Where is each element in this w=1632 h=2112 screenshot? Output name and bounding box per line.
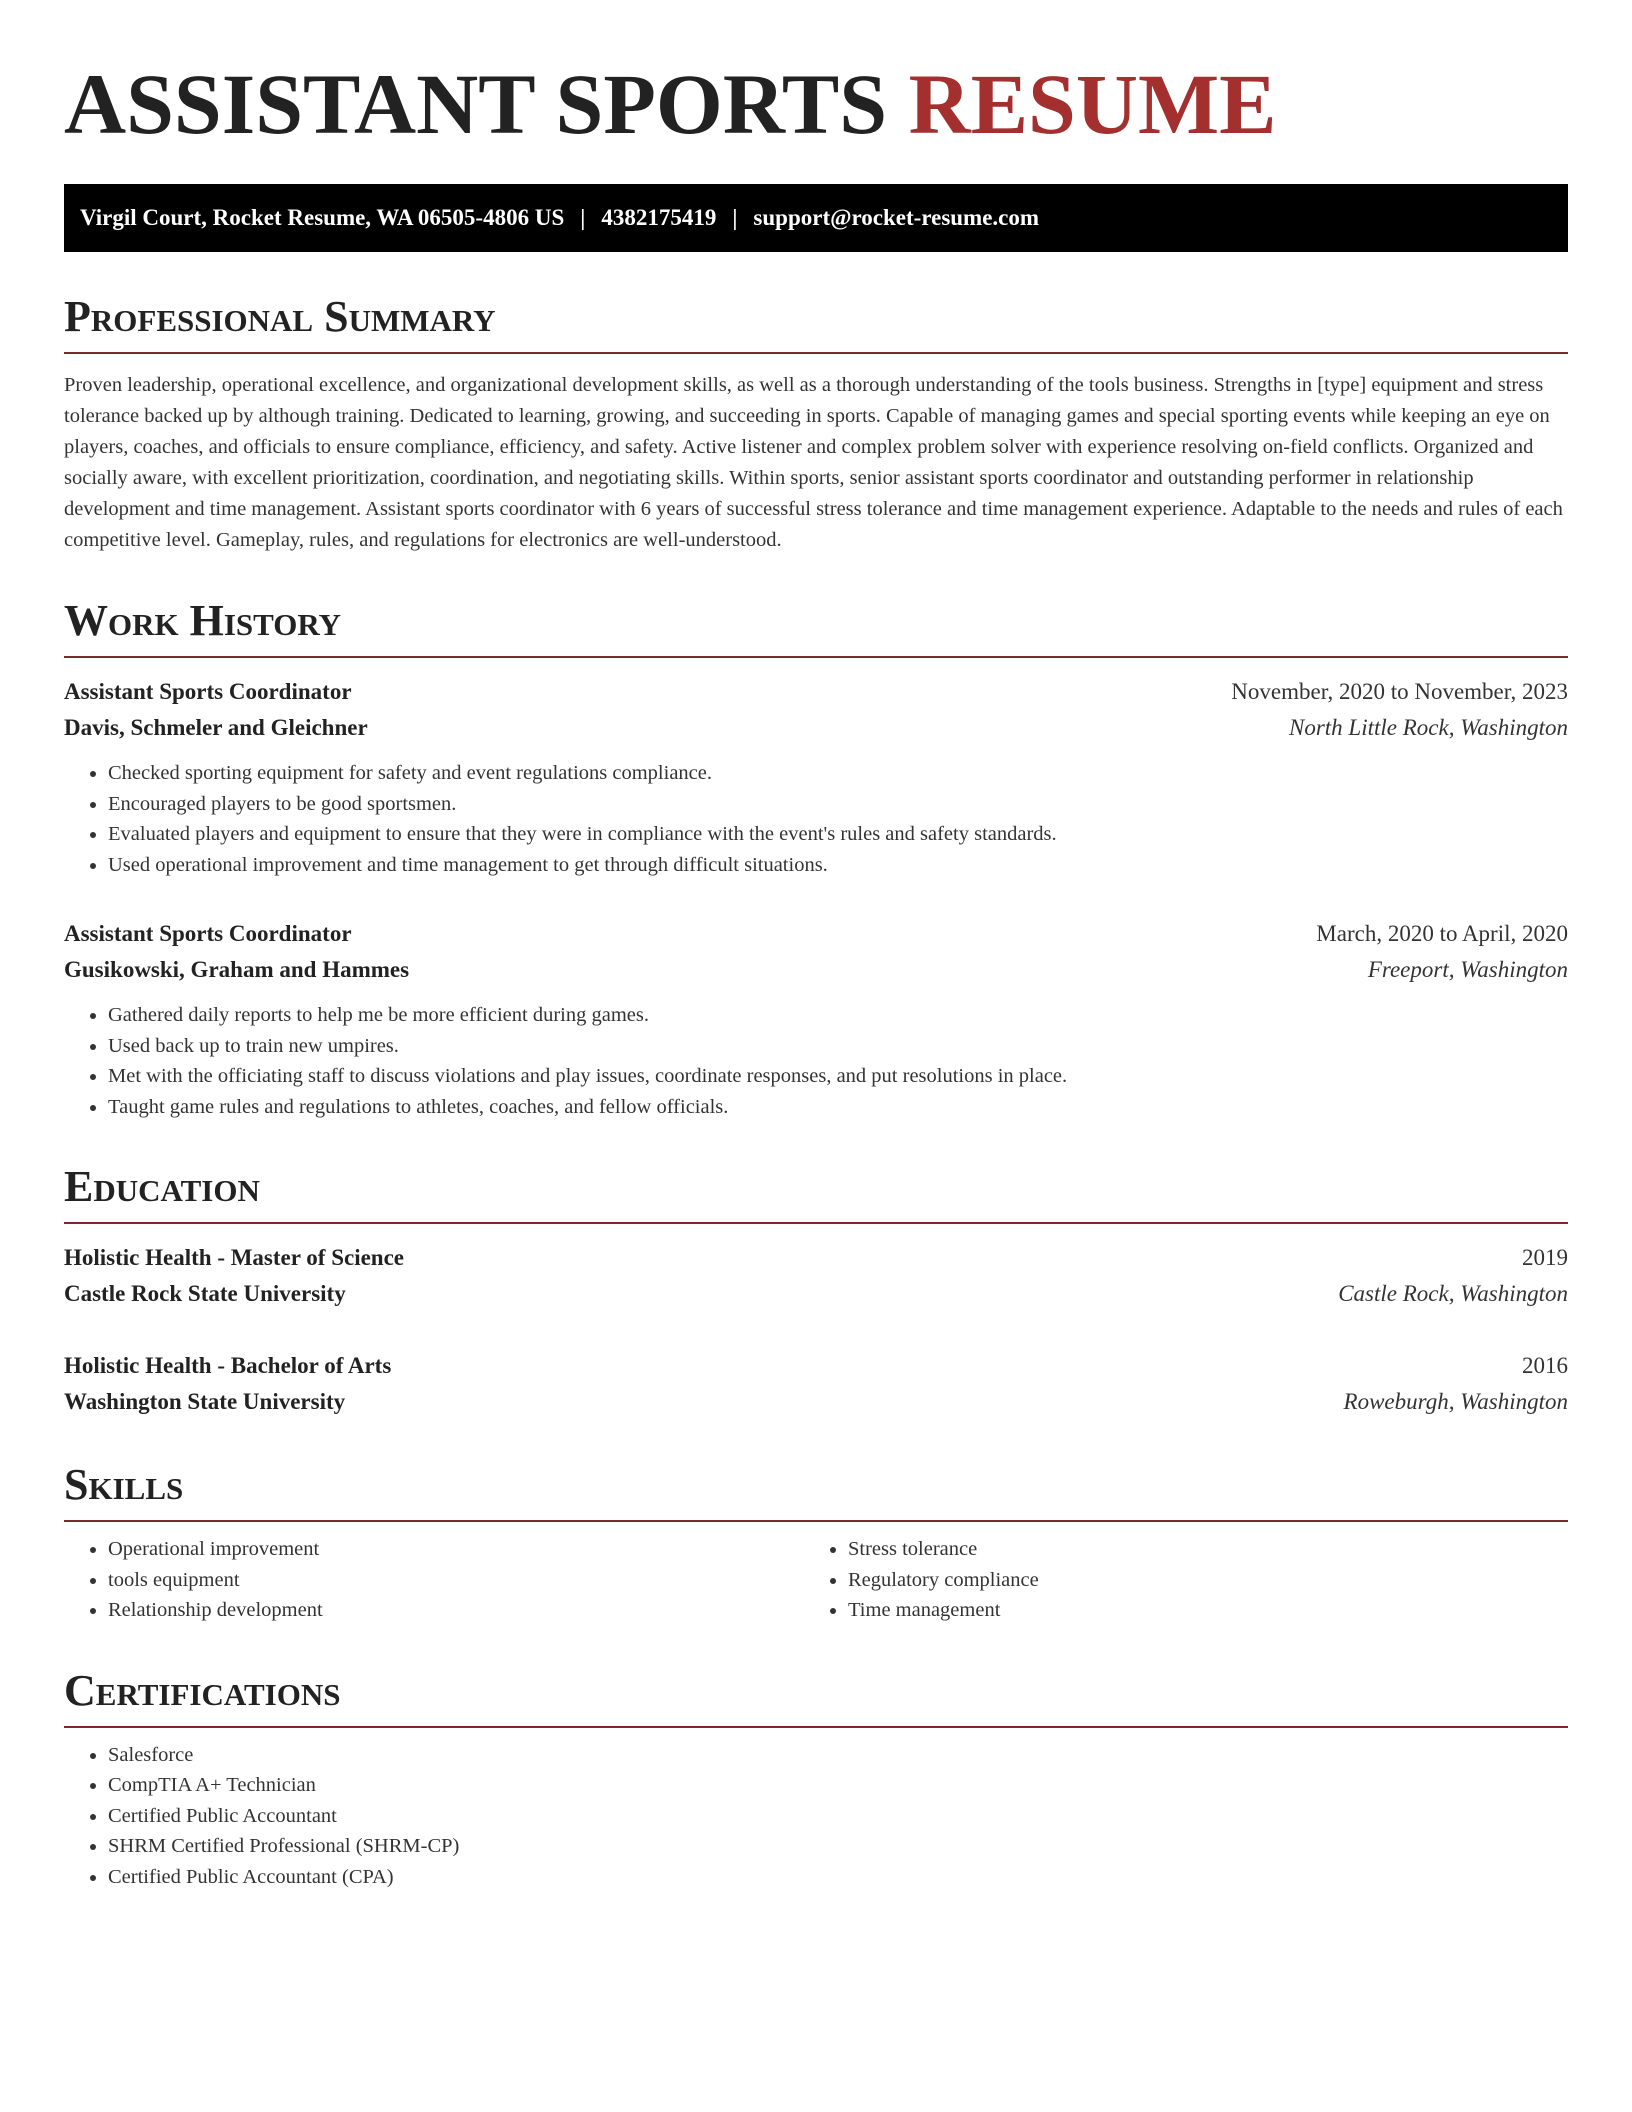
job-bullet: • Met with the officiating staff to discuss violations and play issues, coordinate responses, and put resolutions in place.: [108, 1061, 1568, 1092]
job-entry: [64, 916, 1568, 1122]
summary-section: [64, 292, 1568, 556]
skill-item: • Time management: [848, 1595, 1544, 1626]
education-heading: Education: [64, 1162, 1568, 1224]
job-company: Gusikowski, Graham and Hammes: [64, 957, 410, 982]
skills-grid: [64, 1534, 1568, 1626]
job-dates: November, 2020 to November, 2023: [1231, 679, 1568, 704]
certification-item: • Certified Public Accountant (CPA): [108, 1862, 1568, 1893]
education-degree: Holistic Health - Bachelor of Arts: [64, 1353, 392, 1378]
contact-separator: |: [580, 205, 586, 230]
education-section: [64, 1162, 1568, 1420]
skills-column-left: [64, 1534, 804, 1626]
certifications-heading: Certifications: [64, 1666, 1568, 1728]
job-bullet: • Encouraged players to be good sportsmen.: [108, 789, 1568, 820]
job-bullet: • Used back up to train new umpires.: [108, 1031, 1568, 1062]
skills-column-right: [804, 1534, 1544, 1626]
job-dates: March, 2020 to April, 2020: [1316, 921, 1568, 946]
education-entry: [64, 1348, 1568, 1420]
work-history-heading: Work History: [64, 596, 1568, 658]
certification-item: • Certified Public Accountant: [108, 1801, 1568, 1832]
education-location: Roweburgh, Washington: [1343, 1389, 1568, 1414]
job-bullets: [64, 1000, 1568, 1122]
job-title: Assistant Sports Coordinator: [64, 921, 352, 946]
certification-item: • CompTIA A+ Technician: [108, 1770, 1568, 1801]
certification-item: • Salesforce: [108, 1740, 1568, 1771]
job-bullets: [64, 758, 1568, 880]
skill-item: • Relationship development: [108, 1595, 804, 1626]
education-location: Castle Rock, Washington: [1338, 1281, 1568, 1306]
education-degree: Holistic Health - Master of Science: [64, 1245, 405, 1270]
skill-item: • Regulatory compliance: [848, 1565, 1544, 1596]
summary-text: Proven leadership, operational excellence, and organizational development skills, as well as a thorough understanding of the tools business. Strengths in [type] equipment and stress tolerance backed up by although training. Dedicated to learning, growing, and succeeding in sports. Capable of managing games and special sporting events while keeping an eye on players, coaches, and officials to ensure compliance, efficiency, and safety. Active listener and complex problem solver with experience resolving on-field conflicts. Organized and socially aware, with excellent prioritization, coordination, and negotiating skills. Within sports, senior assistant sports coordinator and outstanding performer in relationship development and time management. Assistant sports coordinator with 6 years of successful stress tolerance and time management experience. Adaptable to the needs and rules of each competitive level. Gameplay, rules, and regulations for electronics are well-understood.: [64, 374, 1563, 551]
job-bullet: • Taught game rules and regulations to athletes, coaches, and fellow officials.: [108, 1092, 1568, 1123]
skills-heading: Skills: [64, 1460, 1568, 1522]
job-title: Assistant Sports Coordinator: [64, 679, 352, 704]
work-history-section: [64, 596, 1568, 1122]
contact-bar: [64, 184, 1568, 252]
job-bullet: • Evaluated players and equipment to ensure that they were in compliance with the event's rules and safety standards.: [108, 819, 1568, 850]
education-entry: [64, 1240, 1568, 1312]
certifications-list: [64, 1740, 1568, 1893]
job-entry: [64, 674, 1568, 880]
job-company: Davis, Schmeler and Gleichner: [64, 715, 368, 740]
job-bullet: • Checked sporting equipment for safety and event regulations compliance.: [108, 758, 1568, 789]
job-bullet: • Used operational improvement and time management to get through difficult situations.: [108, 850, 1568, 881]
education-year: 2019: [1522, 1245, 1568, 1270]
certifications-section: [64, 1666, 1568, 1893]
summary-heading: Professional Summary: [64, 292, 1568, 354]
education-year: 2016: [1522, 1353, 1568, 1378]
certification-item: • SHRM Certified Professional (SHRM-CP): [108, 1831, 1568, 1862]
title-main: ASSISTANT SPORTS: [64, 56, 888, 152]
job-location: North Little Rock, Washington: [1289, 715, 1568, 740]
contact-phone: 4382175419: [601, 205, 717, 230]
resume-title: [64, 56, 1568, 152]
contact-separator: |: [732, 205, 738, 230]
title-accent: RESUME: [908, 56, 1277, 152]
skills-section: [64, 1460, 1568, 1626]
contact-email: support@rocket-resume.com: [753, 205, 1040, 230]
education-school: Castle Rock State University: [64, 1281, 346, 1306]
job-location: Freeport, Washington: [1367, 957, 1568, 982]
job-bullet: • Gathered daily reports to help me be more efficient during games.: [108, 1000, 1568, 1031]
contact-address: Virgil Court, Rocket Resume, WA 06505-4806 US: [80, 205, 565, 230]
skill-item: • tools equipment: [108, 1565, 804, 1596]
skill-item: • Stress tolerance: [848, 1534, 1544, 1565]
skill-item: • Operational improvement: [108, 1534, 804, 1565]
education-school: Washington State University: [64, 1389, 346, 1414]
